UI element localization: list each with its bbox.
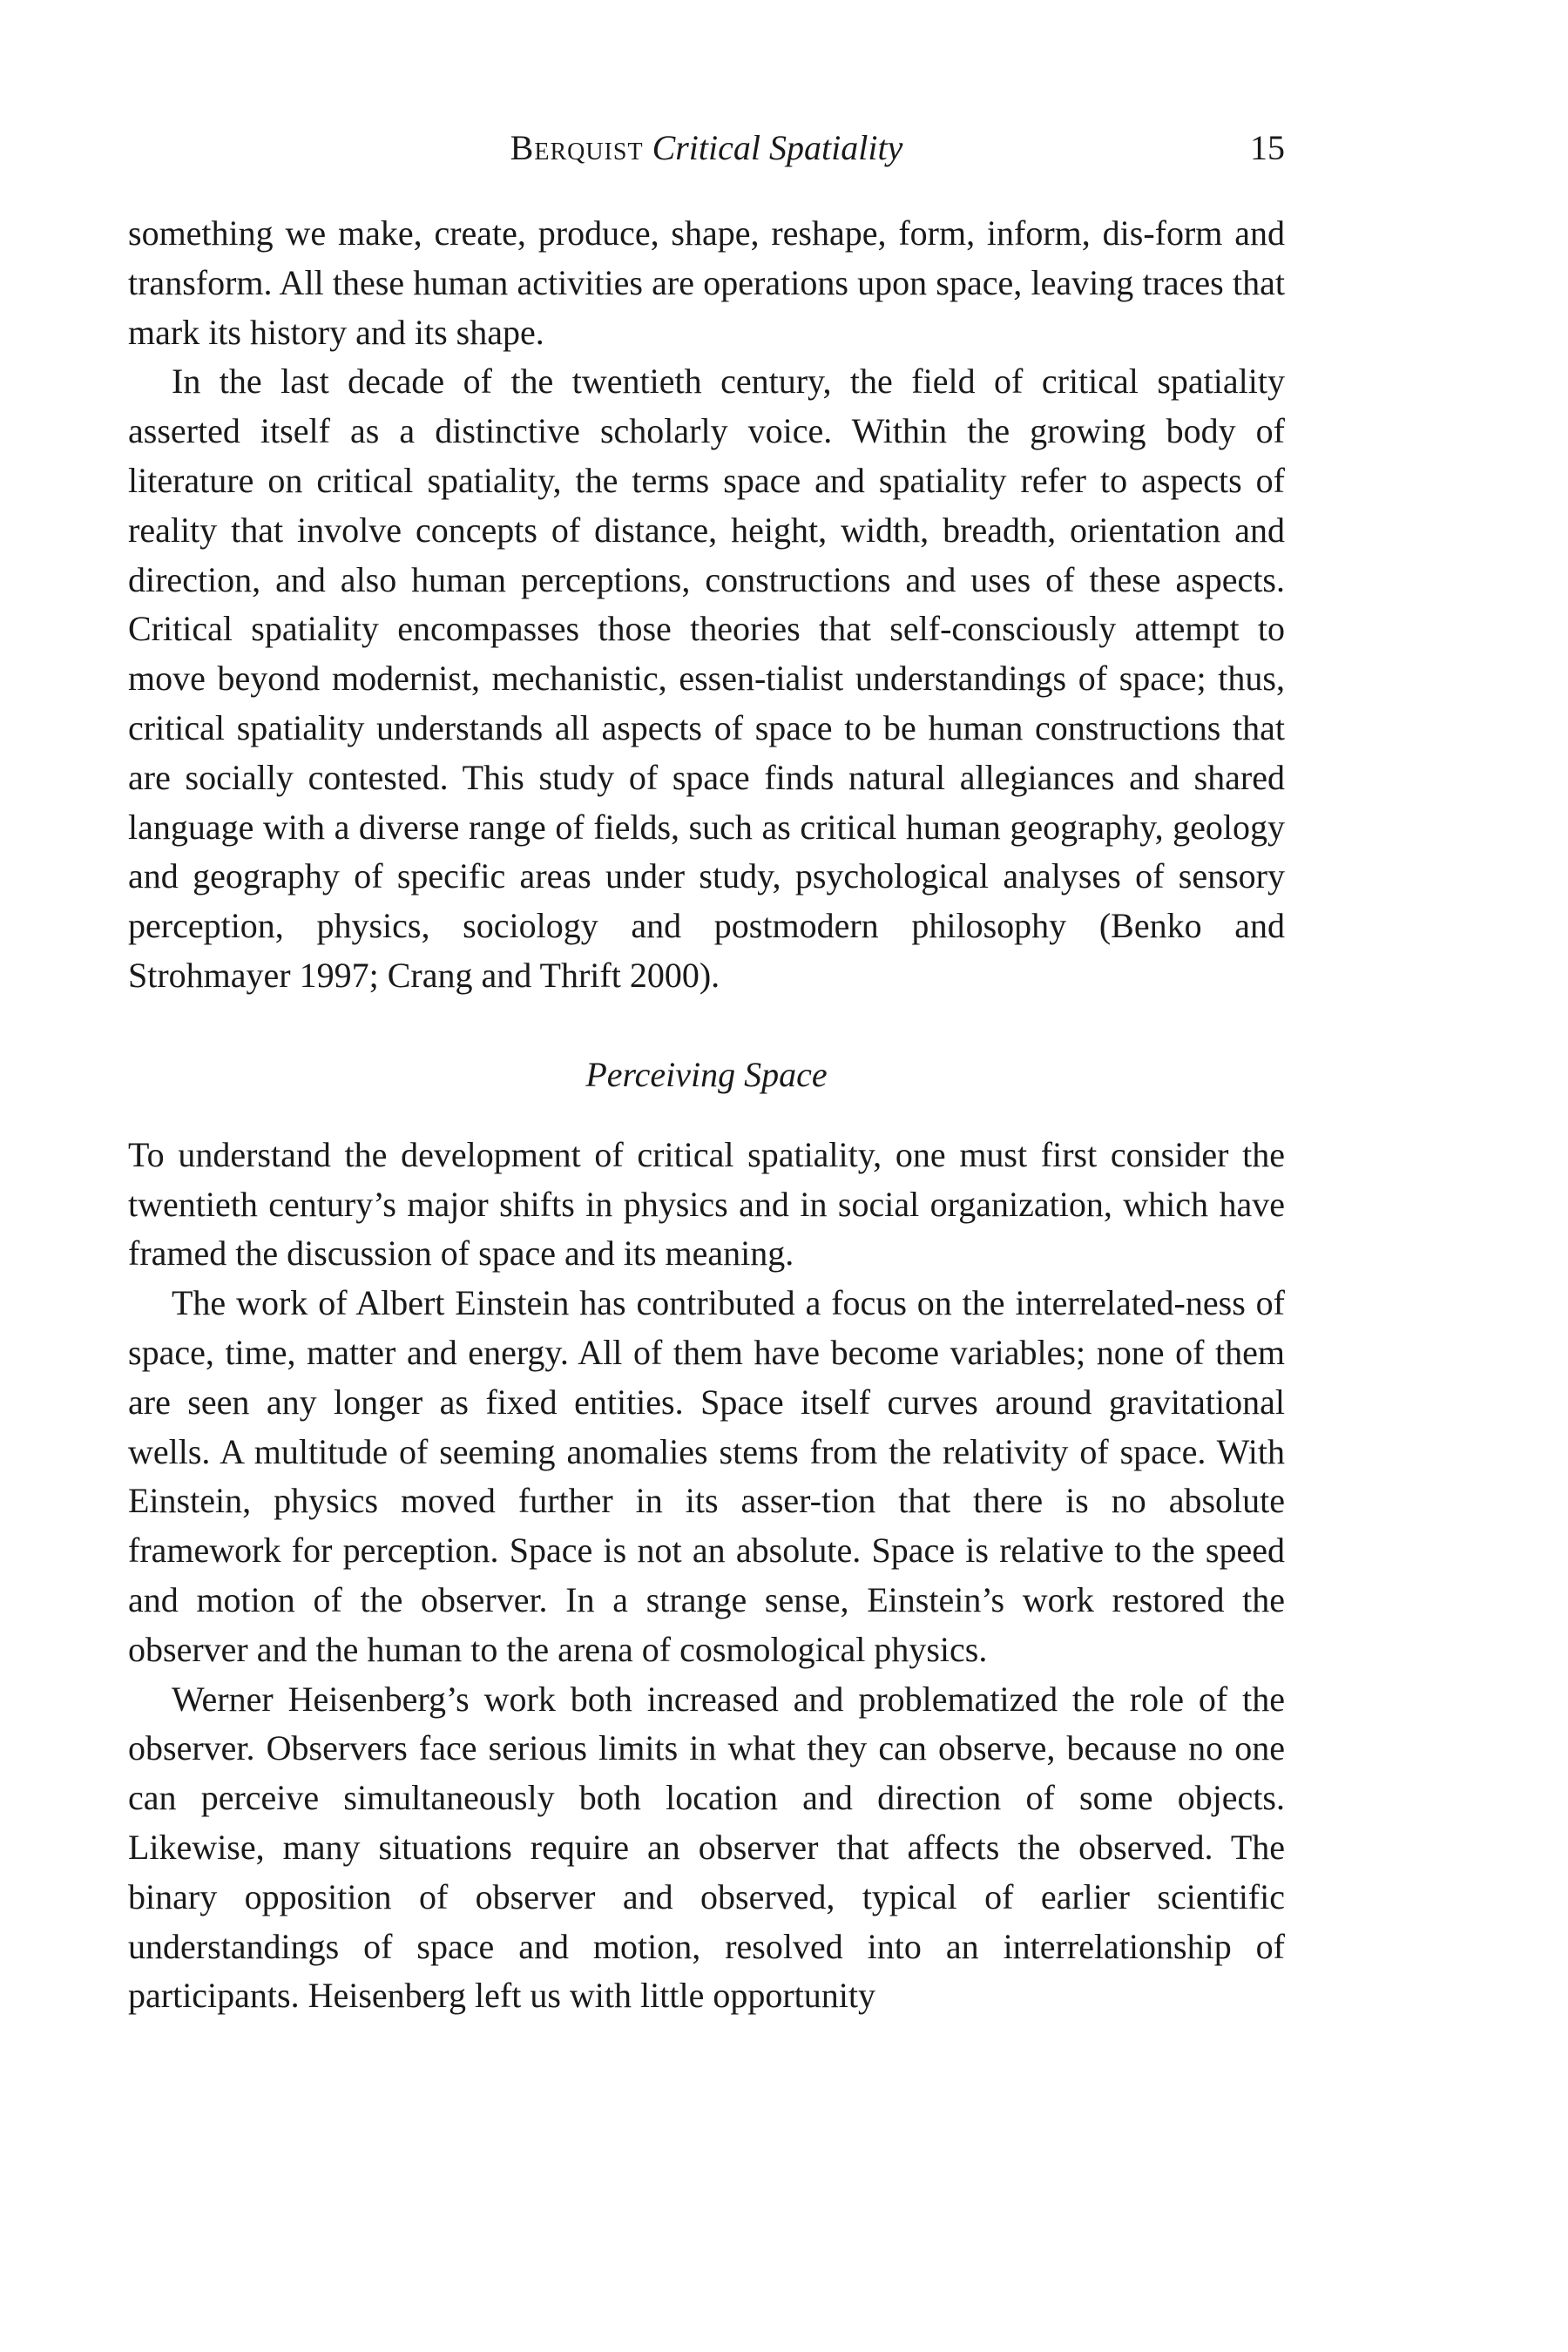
page-number: 15 <box>1250 128 1285 167</box>
book-page <box>128 122 1285 2021</box>
section-heading: Perceiving Space <box>585 1054 828 1094</box>
running-head-title: Critical Spatiality <box>652 128 903 167</box>
body-text <box>128 209 1285 2021</box>
paragraph-continued: something we make, create, produce, shape, reshape, form, inform, dis-form and transform. All these human activities are operations upon space, leaving traces that mark its history and its shape. <box>128 213 1285 352</box>
paragraph: The work of Albert Einstein has contributed a focus on the interrelated-ness of space, time, matter and energy. All of them have become variables; none of them are seen any longer as fixed entities. Space itself curves around gravitational wells. A multitude of seeming anomalies stems from the relativity of space. With Einstein, physics moved further in its asser-tion that there is no absolute framework for perception. Space is not an absolute. Space is relative to the speed and motion of the observer. In a strange sense, Einstein’s work restored the observer and the human to the arena of cosmological physics. <box>128 1283 1285 1669</box>
running-head <box>128 122 1285 174</box>
paragraph: Werner Heisenberg’s work both increased and problematized the role of the observer. Observers face serious limits in what they can observe, because no one can perceive simultaneously both location and direction of some objects. Likewise, many situations require an observer that affects the observed. The binary opposition of observer and observed, typical of earlier scientific understandings of space and motion, resolved into an interrelationship of participants. Heisenberg left us with little opportunity <box>128 1679 1285 2016</box>
paragraph: In the last decade of the twentieth century, the field of critical spatiality asserted itself as a distinctive scholarly voice. Within the growing body of literature on critical spatiality, the terms space and spatiality refer to aspects of reality that involve concepts of distance, height, width, breadth, orientation and direction, and also human perceptions, constructions and uses of these aspects. Critical spatiality encompasses those theories that self-consciously attempt to move beyond modernist, mechanistic, essen-tialist understandings of space; thus, critical spatiality understands all aspects of space to be human constructions that are socially contested. This study of space finds natural allegiances and shared language with a diverse range of fields, such as critical human geography, geology and geography of specific areas under study, psychological analyses of sensory perception, physics, sociology and postmodern philosophy (Benko and Strohmayer 1997; Crang and Thrift 2000). <box>128 362 1285 995</box>
running-head-author: Berquist <box>510 128 644 167</box>
running-header <box>128 122 1285 174</box>
paragraph: To understand the development of critical spatiality, one must first consider the twentieth century’s major shifts in physics and in social organization, which have framed the discussion of space and its meaning. <box>128 1134 1285 1274</box>
